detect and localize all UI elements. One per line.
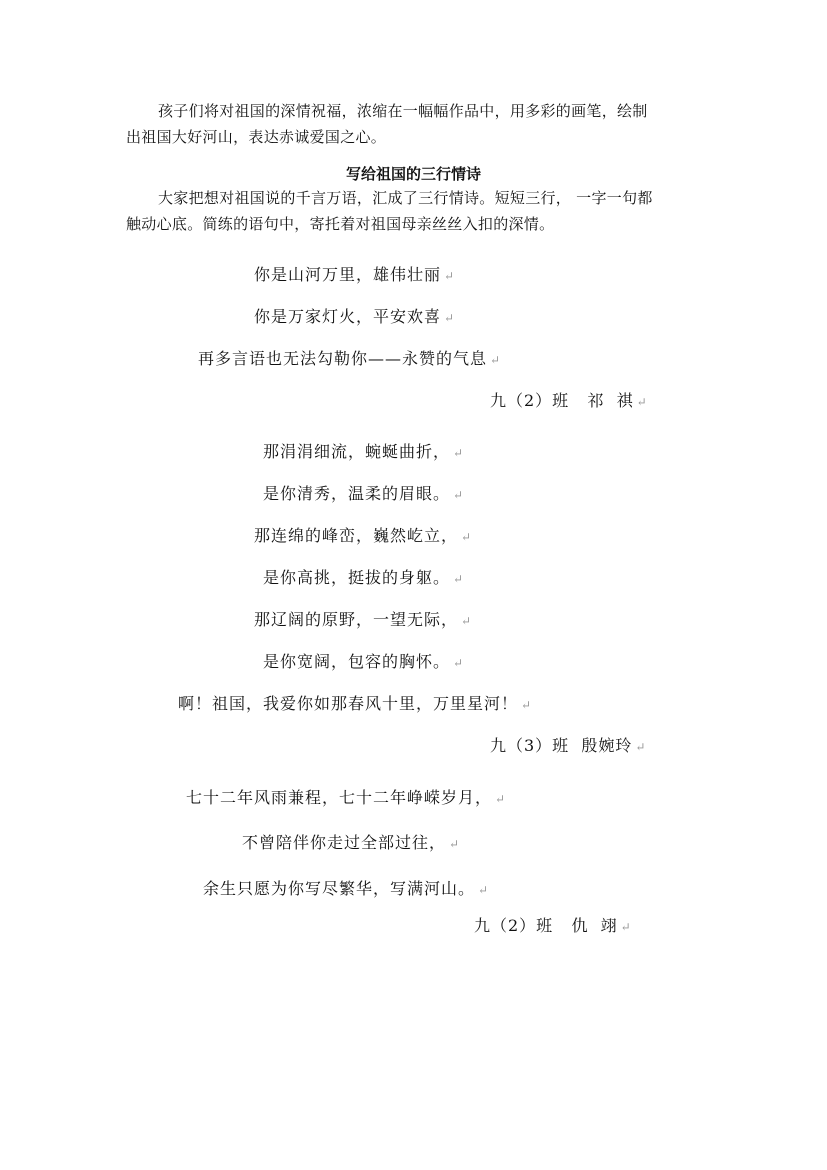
author-text: 九（3）班 殷婉玲 (490, 736, 633, 755)
section-paragraph (126, 185, 716, 237)
intro-line-1: 孩子们将对祖国的深情祝福，浓缩在一幅幅作品中，用多彩的画笔，绘制 (158, 102, 648, 120)
poem-2-line-7 (178, 692, 531, 717)
paragraph-mark-icon: ↵ (620, 920, 631, 934)
poem-1-line-2 (254, 305, 454, 330)
poem-line-text: 不曾陪伴你走过全部过往， (242, 833, 447, 852)
poem-line-text: 那涓涓细流，蜿蜒曲折， (263, 442, 451, 461)
intro-line-2: 出祖国大好河山，表达赤诚爱国之心。 (126, 128, 387, 146)
paragraph-mark-icon: ↵ (453, 488, 464, 502)
poem-line-text: 是你高挑，挺拔的身躯。 (263, 568, 451, 587)
poem-2-line-2 (263, 482, 463, 507)
author-text: 九（2）班 祁 祺 (490, 391, 634, 410)
poem-2-line-1 (263, 440, 463, 465)
paragraph-mark-icon: ↵ (444, 269, 455, 283)
poem-line-text: 啊！祖国，我爱你如那春风十里，万里星河！ (178, 694, 519, 713)
poem-line-text: 那连绵的峰峦，巍然屹立， (254, 526, 459, 545)
poem-line-text: 七十二年风雨兼程，七十二年峥嵘岁月， (186, 788, 493, 807)
author-text: 九（2）班 仇 翊 (474, 916, 618, 935)
poem-2-line-5 (254, 608, 471, 633)
poem-line-text: 再多言语也无法勾勒你——永赞的气息 (198, 349, 488, 368)
poem-3-line-1 (186, 786, 505, 811)
paragraph-mark-icon: ↵ (636, 395, 647, 409)
paragraph-mark-icon: ↵ (444, 311, 455, 325)
poem-1-line-1 (254, 263, 454, 288)
paragraph-mark-icon: ↵ (478, 883, 489, 897)
poem-line-text: 是你清秀，温柔的眉眼。 (263, 484, 451, 503)
poem-1-line-3 (198, 347, 500, 372)
poem-2-line-6 (263, 650, 463, 675)
poem-line-text: 你是山河万里，雄伟壮丽 (254, 265, 442, 284)
paragraph-mark-icon: ↵ (635, 740, 646, 754)
poem-1-author (490, 389, 647, 414)
poem-2-line-4 (263, 566, 463, 591)
intro-paragraph (126, 98, 716, 150)
paragraph-mark-icon: ↵ (453, 446, 464, 460)
poem-2-author (490, 734, 645, 759)
poem-3-author (474, 914, 631, 939)
paragraph-mark-icon: ↵ (490, 353, 501, 367)
poem-3-line-2 (242, 831, 459, 856)
section-line-2: 触动心底。简练的语句中，寄托着对祖国母亲丝丝入扣的深情。 (126, 215, 555, 233)
poem-2-line-3 (254, 524, 471, 549)
section-title: 写给祖国的三行情诗 (345, 165, 481, 183)
poem-line-text: 是你宽阔，包容的胸怀。 (263, 652, 451, 671)
poem-line-text: 那辽阔的原野，一望无际， (254, 610, 459, 629)
paragraph-mark-icon: ↵ (453, 572, 464, 586)
poem-line-text: 余生只愿为你写尽繁华，写满河山。 (203, 879, 476, 898)
paragraph-mark-icon: ↵ (521, 698, 532, 712)
poem-line-text: 你是万家灯火，平安欢喜 (254, 307, 442, 326)
section-line-1: 大家把想对祖国说的千言万语，汇成了三行情诗。短短三行， 一字一句都 (158, 189, 653, 207)
paragraph-mark-icon: ↵ (453, 656, 464, 670)
paragraph-mark-icon: ↵ (449, 837, 460, 851)
paragraph-mark-icon: ↵ (495, 792, 506, 806)
poem-3-line-3 (203, 877, 488, 902)
paragraph-mark-icon: ↵ (461, 530, 472, 544)
paragraph-mark-icon: ↵ (461, 614, 472, 628)
